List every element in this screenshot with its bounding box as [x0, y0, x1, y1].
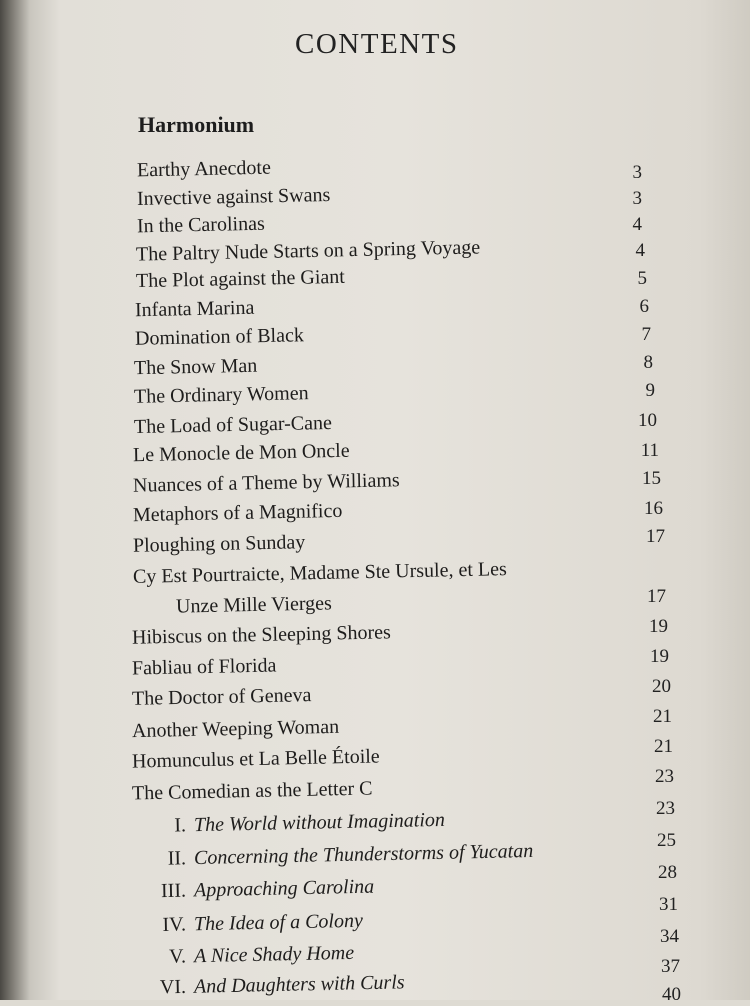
page-number: 31	[659, 894, 678, 915]
page-number: 15	[642, 468, 661, 489]
page-number: 20	[652, 676, 671, 697]
toc-entry: Earthy Anecdote	[136, 156, 272, 182]
page-number: 28	[658, 862, 677, 883]
page-number: 5	[637, 268, 647, 289]
toc-subentry: V. A Nice Shady Home	[168, 941, 355, 968]
toc-entry: The Doctor of Geneva	[131, 684, 312, 710]
toc-entry: The Ordinary Women	[133, 382, 309, 408]
page-number: 7	[641, 324, 651, 345]
page-number: 11	[640, 440, 659, 461]
toc-entry: Ploughing on Sunday	[132, 531, 306, 557]
page-number: 37	[661, 956, 680, 977]
page-number: 4	[632, 214, 642, 235]
page-number: 19	[649, 616, 668, 637]
toc-entry: In the Carolinas	[136, 212, 265, 238]
toc-entry: Another Weeping Woman	[131, 715, 340, 743]
toc-entry: Nuances of a Theme by Williams	[132, 469, 400, 497]
page-number: 9	[645, 380, 655, 401]
toc-entry: The Paltry Nude Starts on a Spring Voyage	[135, 236, 481, 266]
toc-subentry: IV. The Idea of a Colony	[162, 909, 364, 936]
toc-entry: Fabliau of Florida	[131, 654, 277, 680]
toc-entry: Invective against Swans	[136, 183, 331, 211]
toc-entry: The Load of Sugar-Cane	[133, 411, 333, 439]
page-number: 34	[660, 926, 679, 947]
page-number: 4	[635, 240, 645, 261]
page-number: 10	[638, 410, 657, 431]
page-number: 3	[632, 162, 642, 183]
page-number: 17	[646, 526, 665, 547]
toc-entry: The Comedian as the Letter C	[131, 777, 373, 805]
toc-entry: The Plot against the Giant	[135, 265, 346, 293]
toc-subentry: I. The World without Imagination	[174, 808, 446, 837]
page-number: 17	[647, 586, 666, 607]
page-number: 6	[639, 296, 649, 317]
toc-entry: Unze Mille Vierges	[175, 592, 333, 618]
page-number: 25	[657, 830, 676, 851]
page-number: 19	[650, 646, 669, 667]
toc-subentry: III. Approaching Carolina	[160, 875, 375, 903]
page-number: 23	[656, 798, 675, 819]
page-number: 3	[632, 188, 642, 209]
page-number: 16	[644, 498, 663, 519]
page-number: 21	[654, 736, 673, 757]
page-number: 40	[662, 984, 681, 1005]
toc-subentry: II. Concerning the Thunderstorms of Yucatan	[167, 839, 534, 870]
toc-subentry: VI. And Daughters with Curls	[159, 971, 405, 999]
toc-entry: Cy Est Pourtraicte, Madame Ste Ursule, et Les	[132, 558, 507, 588]
page-number: 8	[643, 352, 653, 373]
toc-entry: Le Monocle de Mon Oncle	[132, 439, 350, 467]
toc-entry: Metaphors of a Magnifico	[132, 499, 343, 527]
toc-entry: The Snow Man	[133, 354, 258, 380]
toc-entry: Infanta Marina	[134, 296, 255, 322]
section-title: Harmonium	[138, 112, 255, 137]
toc-entry: Domination of Black	[134, 324, 305, 350]
page-number: 23	[655, 766, 674, 787]
toc-entry: Homunculus et La Belle Étoile	[131, 745, 380, 773]
page-number: 21	[653, 706, 672, 727]
contents-heading: CONTENTS	[295, 28, 459, 60]
toc-entry: Hibiscus on the Sleeping Shores	[131, 621, 392, 649]
